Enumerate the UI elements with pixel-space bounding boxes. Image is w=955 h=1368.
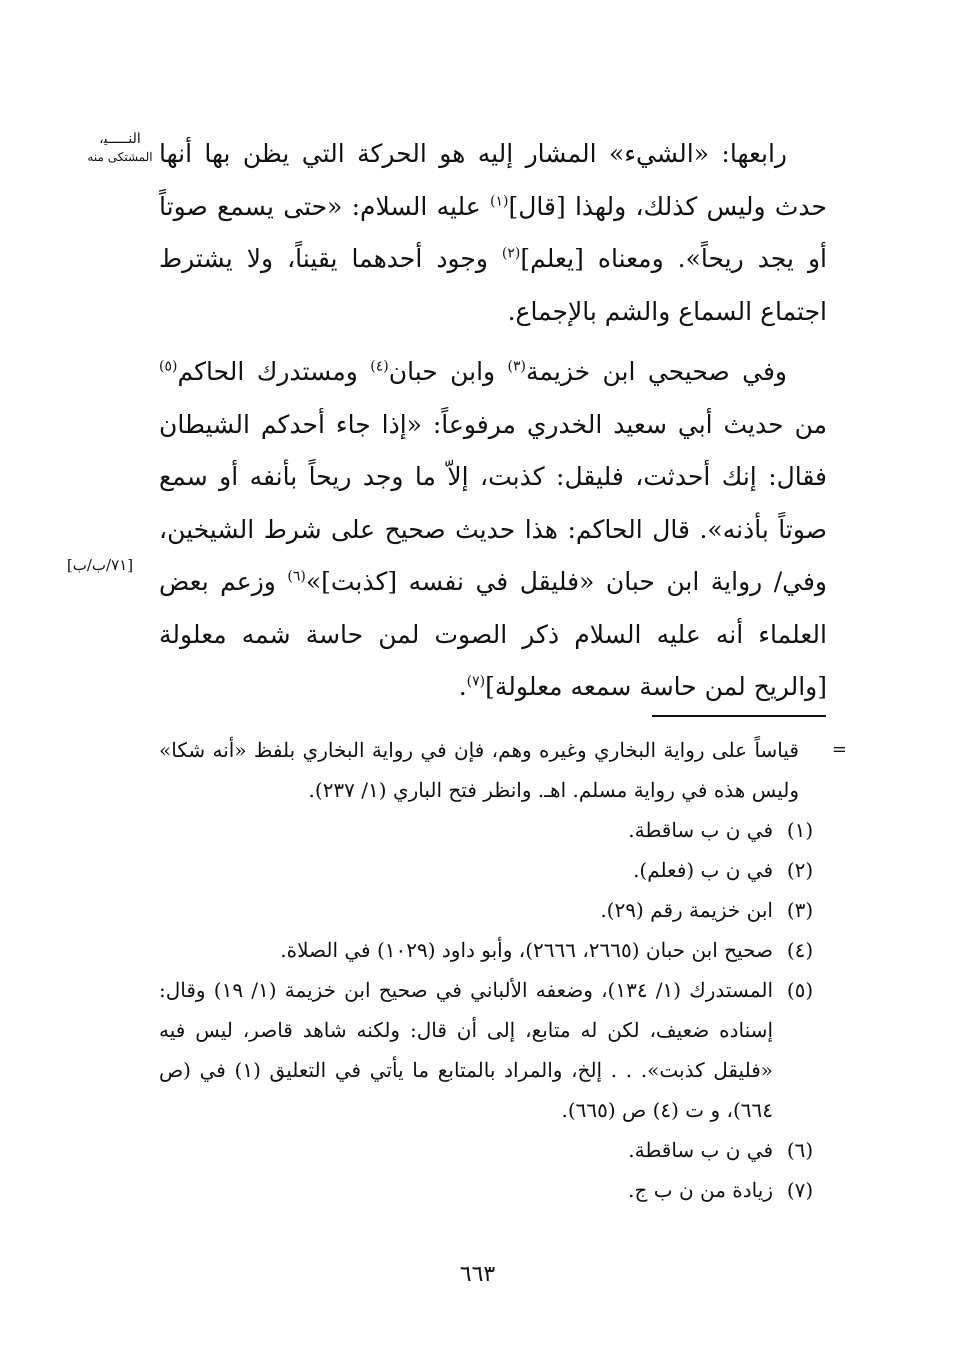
margin-note-line1: النـــــي‍، <box>99 131 141 147</box>
footnote-marker: (١) <box>489 193 509 210</box>
footnotes-section <box>159 730 847 1210</box>
text-segment: وابن حبان <box>388 357 508 386</box>
text-segment: . <box>458 672 467 701</box>
footnote-text: في ن ب ساقطة. <box>628 818 773 842</box>
page-number: ٦٦٣ <box>459 1262 496 1287</box>
footnote-separator <box>652 715 826 717</box>
footnote-marker: (٤) <box>370 358 389 375</box>
footnote-number: (٦) <box>786 1138 814 1162</box>
text-segment: عليه السلام: «حتى يسمع صوتاً أو يجد ريحاً». ومعناه [يعلم] <box>159 191 827 273</box>
footnote-continuation-text: قياساً على رواية البخاري وغيره وهم، فإن في رواية البخاري بلفظ «أنه شكا» وليس هذه في رواية مسلم. اهـ. وانظر فتح الباري (١/ ٢٣٧). <box>159 738 799 802</box>
footnote-list <box>159 810 827 1210</box>
footnote-text: زيادة من ن ب ج. <box>628 1178 773 1202</box>
footnote-marker: (٣) <box>507 358 527 375</box>
margin-note-line2: المشتكى منه <box>87 150 153 164</box>
footnote-item <box>159 850 827 890</box>
footnote-continuation <box>159 730 847 810</box>
continuation-mark: = <box>831 739 847 760</box>
text-segment: رابعها: «الشيء» المشار إليه هو الحركة التي يظن بها أنها حدث وليس كذلك، ولهذا [قال] <box>159 139 827 221</box>
footnote-text: صحيح ابن حبان (٢٦٦٥، ٢٦٦٦)، وأبو داود (١٠٢٩) في الصلاة. <box>280 938 773 962</box>
paragraph-text <box>159 346 827 714</box>
main-paragraph-2 <box>159 346 827 714</box>
text-segment: من حديث أبي سعيد الخدري مرفوعاً: «إذا جاء أحدكم الشيطان فقال: إنك أحدثت، فليقل: كذبت، إلاّ ما وجد ريحاً بأنفه أو سمع صوتاً بأذنه». قال الحاكم: هذا حديث صحيح على شرط الشيخين، وفي/ رواية ابن حبان «فليقل في نفسه [كذبت]» <box>159 409 827 596</box>
footnote-item <box>159 1170 827 1210</box>
main-paragraph-1 <box>159 128 827 338</box>
footnote-number: (٢) <box>786 858 814 882</box>
footnote-item <box>159 1130 827 1170</box>
footnote-marker: (٢) <box>501 245 521 262</box>
text-segment: وفي صحيحي ابن خزيمة <box>526 357 787 386</box>
text-segment: وجود أحدهما يقيناً، ولا يشترط اجتماع السماع والشم بالإجماع. <box>159 244 827 326</box>
footnote-marker: (٥) <box>159 358 178 375</box>
footnote-text: في ن ب ساقطة. <box>628 1138 773 1162</box>
footnote-marker: (٦) <box>287 568 306 585</box>
footnote-item <box>159 810 827 850</box>
footnote-number: (٣) <box>786 898 814 922</box>
footnote-item <box>159 930 827 970</box>
footnote-item <box>159 890 827 930</box>
footnote-number: (٧) <box>786 1178 814 1202</box>
manuscript-folio-reference: [٧١/ب/ب] <box>66 556 134 574</box>
footnote-marker: (٧) <box>466 673 486 690</box>
paragraph-text <box>159 128 827 338</box>
text-segment: ومستدرك الحاكم <box>177 357 371 386</box>
text-segment: وزعم بعض العلماء أنه عليه السلام ذكر الصوت لمن حاسة شمه معلولة [والريح لمن حاسة سمعه معلولة] <box>159 567 827 701</box>
footnote-text: المستدرك (١/ ١٣٤)، وضعفه الألباني في صحيح ابن خزيمة (١/ ١٩) وقال: إسناده ضعيف، لكن له متابع، إلى أن قال: ولكنه شاهد قاصر، ليس فيه «فليقل كذبت». . . إلخ، والمراد بالمتابع ما يأتي في التعليق (١) في (ص ٦٦٤)، و ت (٤) ص (٦٦٥). <box>159 978 774 1122</box>
footnote-text: في ن ب (فعلم). <box>633 858 773 882</box>
footnote-text: ابن خزيمة رقم (٢٩). <box>600 898 773 922</box>
footnote-number: (٥) <box>786 978 814 1002</box>
margin-note <box>85 130 155 166</box>
footnote-number: (١) <box>786 818 814 842</box>
footnote-number: (٤) <box>786 938 814 962</box>
footnote-item <box>159 970 827 1130</box>
